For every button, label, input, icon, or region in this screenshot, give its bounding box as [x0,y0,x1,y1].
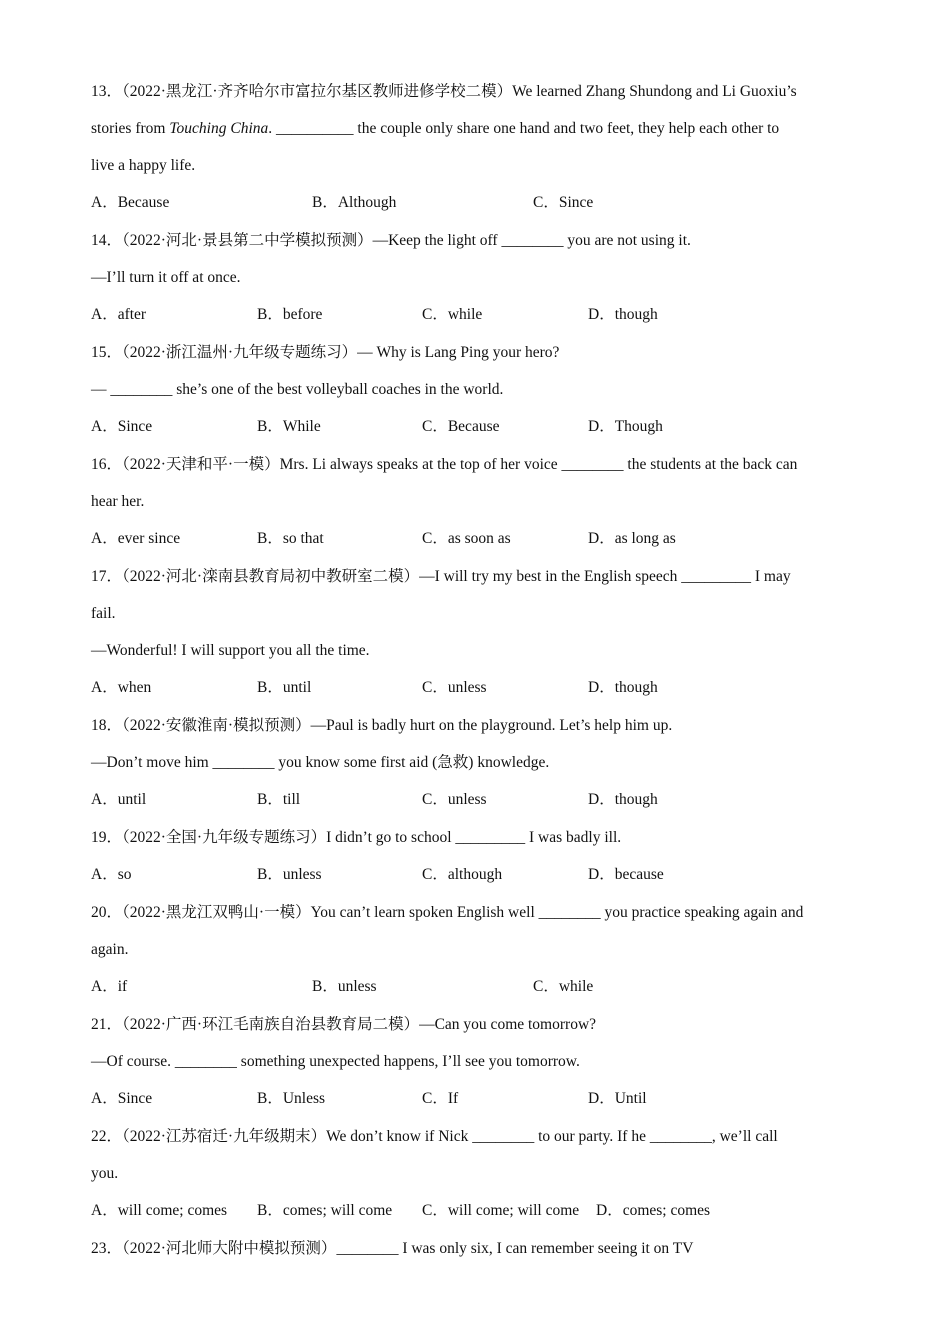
question-text: —Can you come tomorrow? [419,1016,597,1033]
question-text: We don’t know if Nick ________ to our party. If he ________, we’ll call [326,1128,778,1145]
option-a[interactable] [91,678,151,698]
option-letter: B． [257,1202,283,1219]
option-letter: C． [422,1202,448,1219]
question-number: 22． [91,1128,123,1145]
question-14-line-1 [91,231,691,251]
option-c[interactable] [533,193,593,213]
option-text: Because [117,194,170,211]
question-21-line-1 [91,1015,596,1035]
option-b[interactable] [257,305,322,325]
option-text: though [614,679,658,696]
option-text: Since [117,1090,153,1107]
option-letter: D． [588,791,615,808]
option-letter: B． [257,306,283,323]
option-text: If [447,1090,459,1107]
option-text: unless [282,866,322,883]
option-b[interactable] [257,1201,392,1221]
question-number: 18． [91,717,123,734]
option-letter: D． [588,530,615,547]
question-source: （2022·全国·九年级专题练习） [122,829,327,846]
question-number: 14． [91,232,123,249]
question-text: Mrs. Li always speaks at the top of her voice ________ the students at the back can [279,456,798,473]
option-letter: B． [257,866,283,883]
option-d[interactable] [588,417,663,437]
option-text: after [117,306,147,323]
option-text: Unless [282,1090,326,1107]
option-letter: B． [257,679,283,696]
option-text: Though [614,418,663,435]
question-source: （2022·安徽淮南·模拟预测） [122,717,311,734]
question-source: （2022·广西·环江毛南族自治县教育局二模） [122,1016,420,1033]
question-source: （2022·浙江温州·九年级专题练习） [122,344,358,361]
option-text: as soon as [447,530,511,547]
question-text: ________ I was only six, I can remember seeing it on TV [336,1240,694,1257]
option-letter: C． [533,194,559,211]
option-b[interactable] [257,417,321,437]
option-letter: C． [422,306,448,323]
question-19-line-1 [91,828,621,848]
option-text: comes; will come [282,1202,393,1219]
option-d[interactable] [588,305,658,325]
option-text: will come; will come [447,1202,580,1219]
option-a[interactable] [91,193,169,213]
option-b[interactable] [257,790,300,810]
question-source: （2022·天津和平·一模） [122,456,280,473]
option-text: although [447,866,503,883]
option-d[interactable] [588,1089,647,1109]
option-text: will come; comes [117,1202,228,1219]
option-letter: B． [312,978,338,995]
option-c[interactable] [422,417,499,437]
option-text: before [282,306,323,323]
option-letter: A． [91,306,118,323]
option-letter: B． [257,530,283,547]
question-number: 23． [91,1240,123,1257]
option-text: unless [447,679,487,696]
question-text: —Paul is badly hurt on the playground. Let’s help him up. [310,717,673,734]
question-number: 16． [91,456,123,473]
question-20-line-1 [91,903,803,923]
option-text: Since [558,194,594,211]
option-text: comes; comes [622,1202,711,1219]
option-letter: C． [422,791,448,808]
option-c[interactable] [422,305,482,325]
question-23-line-1 [91,1239,693,1259]
option-text: so [117,866,132,883]
question-number: 21． [91,1016,123,1033]
option-letter: A． [91,791,118,808]
question-source: （2022·河北师大附中模拟预测） [122,1240,337,1257]
option-d[interactable] [588,529,676,549]
option-b[interactable] [312,977,377,997]
option-letter: B． [257,791,283,808]
question-text: I didn’t go to school _________ I was badly ill. [326,829,622,846]
option-letter: A． [91,418,118,435]
option-a[interactable] [91,977,127,997]
option-a[interactable] [91,305,146,325]
option-d[interactable] [588,790,658,810]
question-text: You can’t learn spoken English well ________ you practice speaking again and [310,904,804,921]
option-letter: C． [422,866,448,883]
option-letter: C． [533,978,559,995]
option-letter: A． [91,866,118,883]
question-number: 20． [91,904,123,921]
option-text: while [558,978,594,995]
option-text: Although [337,194,397,211]
question-text: —Keep the light off ________ you are not using it. [372,232,691,249]
option-text: Until [614,1090,647,1107]
option-text: so that [282,530,324,547]
option-letter: D． [588,679,615,696]
option-text: until [117,791,147,808]
question-source: （2022·黑龙江双鸭山·一模） [122,904,311,921]
option-letter: A． [91,1202,118,1219]
question-22-line-2: you. [91,1165,119,1182]
option-text: while [447,306,483,323]
option-text: until [282,679,312,696]
option-a[interactable] [91,790,146,810]
question-13-line-3: live a happy life. [91,157,196,174]
question-source: （2022·河北·景县第二中学模拟预测） [122,232,373,249]
question-text: We learned Zhang Shundong and Li Guoxiu’s [512,83,797,100]
option-a[interactable] [91,529,180,549]
option-letter: A． [91,194,118,211]
question-text: . __________ the couple only share one hand and two feet, they help each other to [268,120,780,137]
option-d[interactable] [596,1201,710,1221]
question-14-line-2: —I’ll turn it off at once. [91,269,241,286]
question-17-line-1 [91,567,791,587]
option-letter: A． [91,679,118,696]
option-text: While [282,418,321,435]
question-20-line-2: again. [91,941,129,958]
question-15-line-1 [91,343,559,363]
option-text: unless [337,978,377,995]
option-letter: C． [422,418,448,435]
option-text: ever since [117,530,181,547]
option-text: if [117,978,128,995]
option-c[interactable] [422,1089,458,1109]
option-letter: B． [257,418,283,435]
option-c[interactable] [422,865,502,885]
option-letter: A． [91,1090,118,1107]
option-text: when [117,679,152,696]
option-letter: B． [257,1090,283,1107]
question-18-line-2: —Don’t move him ________ you know some first aid (急救) knowledge. [91,754,550,771]
option-b[interactable] [257,529,324,549]
question-18-line-1 [91,716,672,736]
question-source: （2022·江苏宿迁·九年级期末） [122,1128,327,1145]
option-letter: B． [312,194,338,211]
option-letter: A． [91,530,118,547]
option-d[interactable] [588,865,664,885]
question-number: 15． [91,344,123,361]
question-16-line-2: hear her. [91,493,145,510]
question-number: 17． [91,568,123,585]
option-letter: D． [588,306,615,323]
option-text: because [614,866,664,883]
book-title: Touching China [169,120,269,137]
option-letter: D． [588,866,615,883]
option-text: Since [117,418,153,435]
question-text: — Why is Lang Ping your hero? [357,344,560,361]
option-c[interactable] [533,977,593,997]
option-d[interactable] [588,678,658,698]
option-a[interactable] [91,417,152,437]
option-b[interactable] [312,193,396,213]
question-21-line-2: —Of course. ________ something unexpected happens, I’ll see you tomorrow. [91,1053,580,1070]
question-22-line-1 [91,1127,778,1147]
question-13-line-2 [91,119,779,139]
option-text: as long as [614,530,676,547]
option-c[interactable] [422,678,487,698]
question-17-line-2: fail. [91,605,116,622]
option-c[interactable] [422,529,511,549]
option-text: Because [447,418,500,435]
question-16-line-1 [91,455,797,475]
question-text: stories from [91,120,170,137]
option-letter: D． [596,1202,623,1219]
option-b[interactable] [257,865,322,885]
option-text: till [282,791,301,808]
option-a[interactable] [91,1089,152,1109]
option-text: though [614,791,658,808]
question-text: —I will try my best in the English speech _________ I may [419,568,791,585]
option-text: though [614,306,658,323]
option-a[interactable] [91,1201,227,1221]
option-letter: D． [588,1090,615,1107]
question-source: （2022·河北·滦南县教育局初中教研室二模） [122,568,420,585]
question-source: （2022·黑龙江·齐齐哈尔市富拉尔基区教师进修学校二模） [122,83,513,100]
option-letter: C． [422,530,448,547]
option-c[interactable] [422,790,487,810]
question-13-line-1 [91,82,797,102]
option-c[interactable] [422,1201,579,1221]
option-text: unless [447,791,487,808]
question-number: 19． [91,829,123,846]
option-b[interactable] [257,678,311,698]
option-letter: D． [588,418,615,435]
option-letter: C． [422,679,448,696]
option-letter: A． [91,978,118,995]
option-b[interactable] [257,1089,325,1109]
option-letter: C． [422,1090,448,1107]
option-a[interactable] [91,865,132,885]
question-15-line-2: — ________ she’s one of the best volleyball coaches in the world. [91,381,504,398]
question-number: 13． [91,83,123,100]
question-17-line-3: —Wonderful! I will support you all the time. [91,642,370,659]
